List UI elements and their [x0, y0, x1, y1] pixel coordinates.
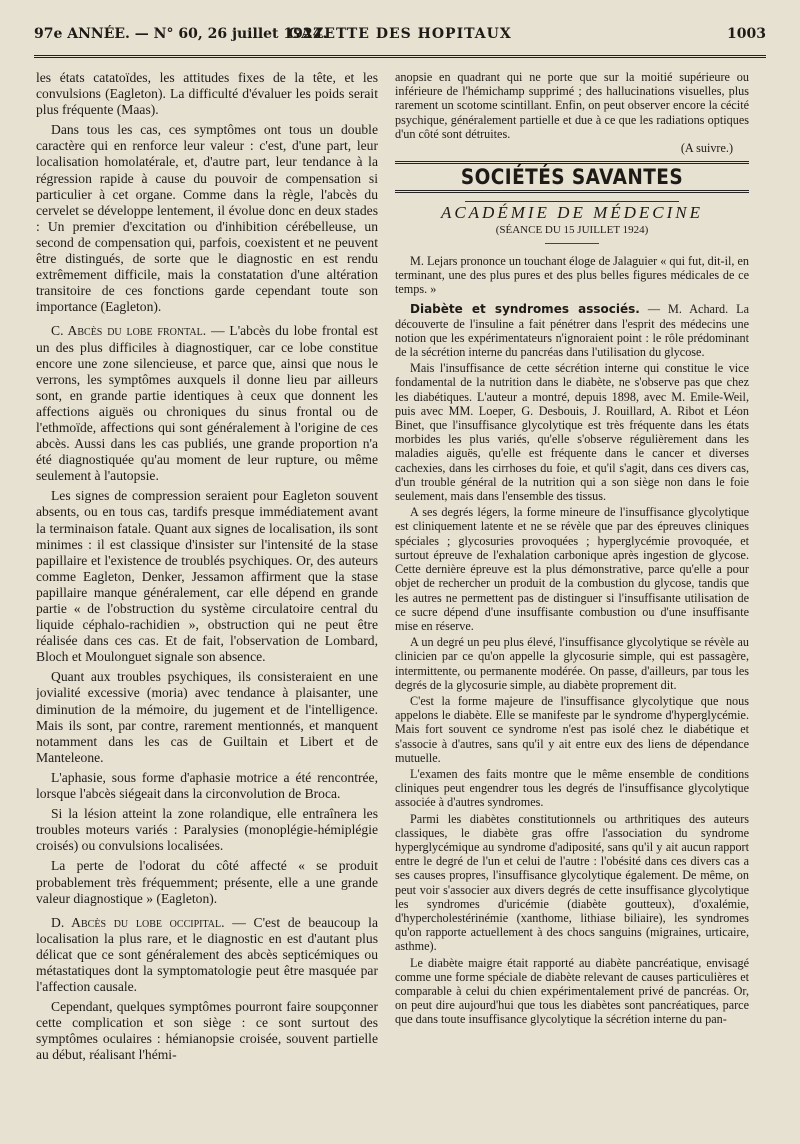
section-title: SOCIÉTÉS SAVANTES — [460, 165, 684, 190]
header-rule — [34, 55, 766, 58]
section-text: — L'abcès du lobe frontal est un des plus difficiles à diagnostiquer, car ce lobe constitue encore une zone silencieuse, et parce que, ainsi que nous le verrons, les symptômes auxquels il donne lieu par ailleurs sont, en grande partie identiques à ceux que donnent les affections aiguës ou chroniques du sinus frontal ou de l'ethmoïde, affections qui sont généralement à l'origine de ces abcès. Aussi dans les cas publiés, une grande proportion n'a été diagnostiquée qu'au moment de leur rupture, ou même seulement à l'autopsie. — [36, 323, 378, 484]
section-occipital — [36, 915, 378, 995]
paragraph: Les signes de compression seraient pour Eagleton souvent absents, ou en tous cas, tardifs presque immédiatement avant la terminaison fatale. Quant aux signes de localisation, ils sont minimes : il est classique d'insister sur l'intensité de la stase papillaire et l'existence de troublés psychiques. Or, des auteurs comme Eagleton, Denker, Jessamon affirment que la stase papillaire manque généralement, car elle dépend en grande partie « de l'obstruction du système circulatoire central du liquide céphalo-rachidien », obstruction qui ne peut être réalisée dans ces cas. Et de fait, l'observation de Lombard, Bloch et Moulonguet signale son absence. — [36, 488, 378, 665]
paragraph: Dans tous les cas, ces symptômes ont tous un double caractère qui en renforce leur valeur : c'est, d'une part, leur localisation homolatérale, et, d'autre part, leur tendance à la régression rapide à cause du pouvoir de compensation si particulier à cet organe. Comme dans la règle, l'abcès du cervelet se développe lentement, il évolue donc en deux stades : Un premier d'excitation ou d'inhibition cérébelleuse, un second de compensation qui, parfois, coexistent et ne peuvent être distingués, de sorte que le diagnostic en est rendu extrêmement difficile, mais la constatation d'une altération transitoire de ces fonctions garde cependant toute son importance (Eagleton). — [36, 122, 378, 315]
paragraph: A un degré un peu plus élevé, l'insuffisance glycolytique se révèle au clinicien par ce qu'on appelle la glycosurie simple, qui est passagère, intermittente, ou permanente modérée. On passe, d'ailleurs, par tous les degrés de la glycosurie simple, au diabète proprement dit. — [395, 635, 749, 692]
paragraph: Si la lésion atteint la zone rolandique, elle entraînera les troubles moteurs variés : Paralysies (monoplégie-hémiplégie croisés) ou convulsions localisées. — [36, 806, 378, 854]
paragraph: C'est la forme majeure de l'insuffisance glycolytique que nous appelons le diabète. Elle se manifeste par le syndrome d'hyperglycémie. Mais fort souvent ce syndrome n'est pas isolé chez le diabétique et s'associe à d'autres, sans qu'il y ait entre eux des liens de dépendance mutuelle. — [395, 693, 749, 765]
left-column — [36, 70, 378, 1068]
divider — [465, 201, 679, 202]
page-number: 1003 — [727, 26, 766, 42]
academie-title: ACADÉMIE DE MÉDECINE — [440, 203, 704, 223]
paragraph: Le diabète maigre était rapporté au diabète pancréatique, envisagé comme une forme spéciale de diabète relevant de causes particulières et comparable à celui du chien expérimentalement privé de pancréas. Or, on peut dire aujourd'hui que tous les diabètes sont pancréatiques, parce que dans toute insuffisance glycolytique la sécrétion interne du pan- — [395, 955, 749, 1027]
paragraph: les états catatoïdes, les attitudes fixes de la tête, et les convulsions (Eagleton). La difficulté d'évaluer les poids serait plus fréquente (Maas). — [36, 70, 378, 118]
issue-info: 97e ANNÉE. — N° 60, 26 juillet 1924. — [34, 26, 328, 42]
paragraph: Quant aux troubles psychiques, ils consisteraient en une jovialité excessive (moria) avec tendance à plaisanter, une diminution de la mémoire, du jugement et de l'intelligence. Mais ils sont, par contre, rarement mentionnés, et manquent notamment dans les cas de Guiltain et Libert et de Manteleone. — [36, 669, 378, 765]
section-heading: D. Abcès du lobe occipital. — [51, 914, 225, 930]
paragraph: La perte de l'odorat du côté affecté « se produit probablement très fréquemment; présente, elle a une grande valeur diagnostique » (Eagleton). — [36, 858, 378, 906]
to-be-continued: (A suivre.) — [680, 141, 733, 156]
divider — [545, 243, 599, 244]
paragraph: A ses degrés légers, la forme mineure de l'insuffisance glycolytique est cliniquement latente et ne se révèle que par des épreuves cliniques spéciales ; glycosuries provoquées ; hyperglycémie provoquée, et surtout épreuve de l'exhalation carbonique après ingestion de glycose. Cette dernière épreuve est la plus démonstrative, parce qu'elle a pour objet de rechercher un produit de la combustion du glycose, tandis que les autres ne permettent pas de distinguer si l'insuffisante utilisation de ce sucre dépend d'une insuffisante combustion ou d'une insuffisante mise en réserve. — [395, 505, 749, 633]
societes-block — [395, 161, 749, 244]
section-text: — M. Achard. La découverte de l'insuline a fait pénétrer dans l'esprit des médecins une notion que les expérimentateurs n'ignoraient point : le rôle prédominant de la sécrétion interne du pancréas dans l'utilisation du glycose. — [395, 302, 749, 360]
section-text: — C'est de beaucoup la localisation la plus rare, et le diagnostic en est d'autant plus délicat que ce sont généralement des abcès septicémiques ou métastatiques dont la symptomatologie peut être masquée par l'affection causale. — [36, 914, 378, 995]
seance-date: (SÉANCE DU 15 JUILLET 1924) — [495, 223, 649, 236]
paragraph: L'examen des faits montre que le même ensemble de conditions cliniques peut engendrer tous les degrés de l'insuffisance glycolytique associée à d'autres syndromes. — [395, 766, 749, 810]
paragraph: M. Lejars prononce un touchant éloge de Jalaguier « qui fut, dit-il, en terminant, une des plus pures et des plus belles figures médicales de ce temps. » — [395, 253, 749, 297]
page-header — [34, 26, 766, 48]
paragraph: Parmi les diabètes constitutionnels ou arthritiques des auteurs classiques, le diabète gras offre l'association du syndrome hyperglycémique au syndrome d'adiposité, sans qu'il y ait aucun rapport entre le degré de l'un et celui de l'autre : l'obésité dans ces divers cas a ses causes propres, l'insuffisance glycolytique également. De même, on peut voir s'associer aux divers degrés de cette insuffisance glycolytique les syndromes d'uricémie (diabète goutteux), d'oxalémie, d'hypercholestérinémie (xanthome, lithiase biliaire), les syndromes qu'on rapporte actuellement à des chocs sanguins (migraines, urticaire, asthme). — [395, 811, 749, 954]
section-frontal — [36, 323, 378, 484]
section-heading: Diabète et syndromes associés. — [410, 302, 640, 317]
diabete-section — [395, 302, 749, 359]
paragraph: L'aphasie, sous forme d'aphasie motrice a été rencontrée, lorsque l'abcès siégeait dans la circonvolution de Broca. — [36, 769, 378, 802]
journal-title: GAZETTE DES HOPITAUX — [288, 26, 512, 42]
paragraph: Cependant, quelques symptômes pourront faire soupçonner cette complication et son siège : ce sont surtout des symptômes oculaires : hémianopsie croisée, souvent partielle au début, réalisant l'hémi- — [36, 999, 378, 1063]
section-heading: C. Abcès du lobe frontal. — [51, 323, 207, 339]
section-rule — [395, 161, 749, 164]
paragraph: anopsie en quadrant qui ne porte que sur la moitié supérieure ou inférieure de l'hémichamp supprimé ; des hallucinations visuelles, plus rarement un scotome scintillant. Enfin, on peut observer encore la cécité psychique, généralement partielle et due à ce que les radiations optiques d'un côté sont détruites. — [395, 70, 749, 141]
right-column — [395, 70, 749, 1029]
section-rule — [395, 190, 749, 193]
paragraph: Mais l'insuffisance de cette sécrétion interne qui constitue le vice fondamental de la nutrition dans le diabète, ne s'observe pas que chez les diabétiques. L'auteur a montré, depuis 1898, avec M. Emile-Weil, puis avec MM. Loeper, G. Desbouis, J. Rouillard, A. Ribot et Léon Binet, que l'insuffisance glycolytique est très fréquente dans les états morbides les plus variés, qu'elle s'observe régulièrement dans les maladies aiguës, qu'elle est fréquente dans le cancer et diverses cachexies, dans les cirrhoses du foie, et qu'il s'agit, dans ces divers cas, d'un trouble général de la nutrition qui a son siège non dans le foie seulement, mais dans l'ensemble des tissus. — [395, 361, 749, 504]
